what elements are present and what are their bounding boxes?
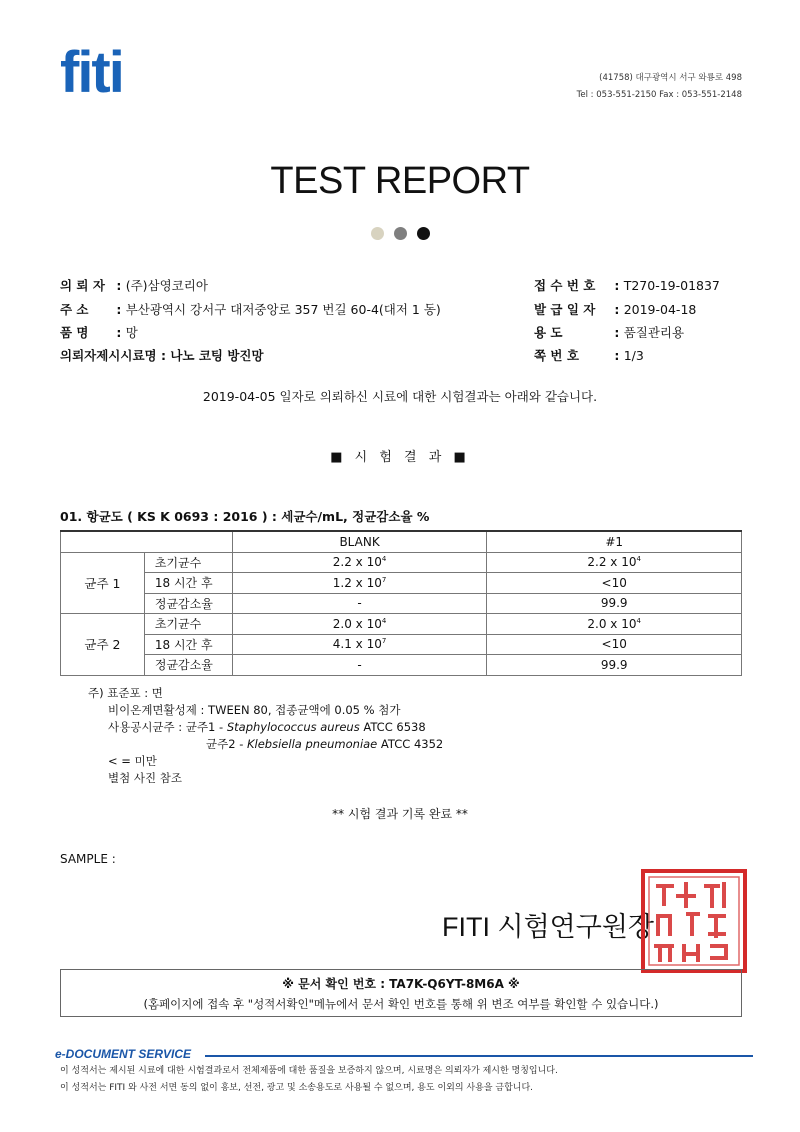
product-value: 망 (125, 325, 138, 340)
results-table (60, 530, 742, 676)
purpose-value: 품질관리용 (623, 325, 685, 340)
footer-disclaimer (60, 1063, 558, 1097)
document-check-number: ※ 문서 확인 번호 : TA7K-Q6YT-8M6A ※ (282, 977, 520, 991)
note-surfactant: 비이온계면활성제 : TWEEN 80, 접종균액에 0.05 % 첨가 (108, 703, 401, 717)
note-fabric: 주) 표준포 : 면 (88, 686, 163, 700)
sample-cell: 99.9 (487, 593, 742, 614)
product-row: 품 명 : 망 (60, 325, 138, 340)
table-row (61, 634, 742, 655)
blank-cell: 4.1 x $10^7$ (232, 634, 487, 655)
note-less-than: < = 미만 (108, 754, 157, 768)
dot-3 (417, 227, 430, 240)
table-row (61, 614, 742, 635)
dot-1 (371, 227, 384, 240)
receipt-no-row: 접 수 번 호 : T270-19-01837 (534, 278, 720, 293)
blank-cell: 2.2 x $10^4$ (232, 552, 487, 573)
client-label: 의 뢰 자 (60, 278, 105, 293)
note-strain-2: 균주2 - Klebsiella pneumoniae ATCC 4352 (206, 737, 444, 751)
sample-name-row: 의뢰자제시시료명 : 나노 코팅 방진망 (60, 348, 264, 363)
issue-date-label: 발 급 일 자 (534, 302, 596, 317)
address-label: 주 소 (60, 302, 89, 317)
client-row: 의 뢰 자 : (주)삼영코리아 (60, 278, 208, 293)
product-label: 품 명 (60, 325, 89, 340)
logo-text: fiti (60, 42, 123, 102)
page-no-label: 쪽 번 호 (534, 348, 579, 363)
e-document-service-label: e-DOCUMENT SERVICE (55, 1047, 192, 1061)
test-heading: 01. 항균도 ( KS K 0693 : 2016 ) : 세균수/mL, 정균감소율 % (60, 509, 430, 524)
row-label: 18 시간 후 (144, 634, 232, 655)
row-label: 초기균수 (144, 614, 232, 635)
phone-fax: Tel : 053-551-2150 Fax : 053-551-2148 (576, 90, 742, 100)
disclaimer-line-1: 이 성적서는 제시된 시료에 대한 시험결과로서 전체제품에 대한 품질을 보증하지 않으며, 시료명은 의뢰자가 제시한 명칭입니다. (60, 1066, 558, 1076)
completion-note: ** 시험 결과 기록 완료 ** (332, 807, 468, 821)
sample-cell: 2.2 x $10^4$ (487, 552, 742, 573)
address-value: 부산광역시 강서구 대저중앙로 357 번길 60-4(대저 1 동) (125, 302, 441, 317)
blank-cell: 2.0 x $10^4$ (232, 614, 487, 635)
sample-cell: 99.9 (487, 655, 742, 676)
notes (88, 685, 443, 787)
client-value: (주)삼영코리아 (125, 278, 208, 293)
table-row (61, 655, 742, 676)
page-no-value: 1/3 (623, 348, 644, 363)
table-row (61, 593, 742, 614)
header-empty (61, 531, 233, 552)
dot-2 (394, 227, 407, 240)
issue-date-value: 2019-04-18 (623, 302, 697, 317)
row-label: 정균감소율 (144, 593, 232, 614)
purpose-label: 용 도 (534, 325, 563, 340)
sample-cell: 2.0 x $10^4$ (487, 614, 742, 635)
blank-cell: - (232, 655, 487, 676)
table-header-row (61, 531, 742, 552)
document-check-box (60, 969, 742, 1017)
section-title: ■ 시 험 결 과 ■ (330, 450, 470, 465)
group-1-label: 균주 1 (61, 552, 145, 614)
receipt-no-label: 접 수 번 호 (534, 278, 596, 293)
blank-cell: 1.2 x $10^7$ (232, 573, 487, 594)
official-seal (640, 868, 748, 974)
row-label: 18 시간 후 (144, 573, 232, 594)
sample-cell: <10 (487, 634, 742, 655)
disclaimer-line-2: 이 성적서는 FITI 와 사전 서면 동의 없이 홍보, 선전, 광고 및 소송용도로 사용될 수 없으며, 용도 이외의 사용을 금합니다. (60, 1083, 534, 1093)
note-photo: 별첨 사진 참조 (108, 771, 182, 785)
receipt-no-value: T270-19-01837 (623, 278, 720, 293)
fiti-logo (58, 42, 186, 102)
sample-name-label: 의뢰자제시시료명 (60, 348, 157, 363)
sample-cell: <10 (487, 573, 742, 594)
blank-cell: - (232, 593, 487, 614)
header-blank: BLANK (232, 531, 487, 552)
sample-label: SAMPLE : (60, 852, 116, 866)
purpose-row: 용 도 : 품질관리용 (534, 325, 685, 340)
header-sample: #1 (487, 531, 742, 552)
document-check-instructions: (홈페이지에 접속 후 "성적서확인"메뉴에서 문서 확인 번호를 통해 위 변조 여부를 확인할 수 있습니다.) (143, 997, 659, 1011)
issue-date-row: 발 급 일 자 : 2019-04-18 (534, 302, 697, 317)
row-label: 정균감소율 (144, 655, 232, 676)
note-strain-1: 사용공시균주 : 균주1 - Staphylococcus aureus ATCC 6538 (108, 720, 426, 734)
report-title: TEST REPORT (270, 160, 530, 202)
sample-name-value: 나노 코팅 방진망 (170, 348, 264, 363)
intro-text: 2019-04-05 일자로 의뢰하신 시료에 대한 시험결과는 아래와 같습니다. (202, 389, 598, 404)
address-row: 주 소 : 부산광역시 강서구 대저중앙로 357 번길 60-4(대저 1 동) (60, 302, 441, 317)
group-2-label: 균주 2 (61, 614, 145, 676)
page-no-row: 쪽 번 호 : 1/3 (534, 348, 644, 363)
contact-info (577, 70, 742, 104)
address: (41758) 대구광역시 서구 와룡로 498 (599, 73, 742, 83)
footer-divider (205, 1055, 753, 1057)
table-row (61, 573, 742, 594)
row-label: 초기균수 (144, 552, 232, 573)
title-dots (0, 227, 800, 240)
director-title: FITI 시험연구원장 (442, 912, 654, 942)
table-row (61, 552, 742, 573)
